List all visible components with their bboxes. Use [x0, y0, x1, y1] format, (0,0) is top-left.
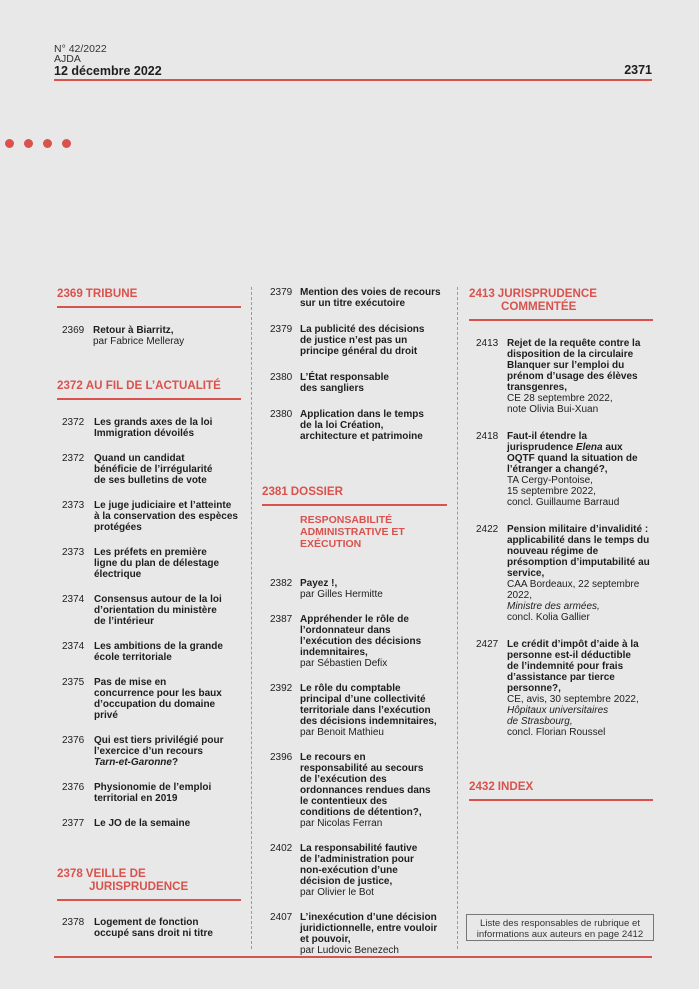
toc-entry[interactable]: [57, 500, 239, 533]
entry-author: par Ludovic Benezech: [300, 945, 399, 956]
toc-entry[interactable]: [57, 453, 224, 486]
entry-title: Les préfets en première ligne du plan de délestage électrique: [94, 547, 220, 580]
section-veille: [57, 867, 241, 901]
entry-page: 2402: [270, 843, 293, 854]
section-number: 2413: [469, 287, 495, 300]
entry-title: Faut-il étendre la jurisprudence: [507, 431, 588, 453]
entry-page: 2372: [62, 453, 85, 464]
entry-page: 2380: [270, 372, 293, 383]
toc-entry[interactable]: [57, 641, 224, 663]
decorative-dots: [5, 135, 81, 153]
entry-title: Logement de fonction occupé sans droit ni titre: [94, 917, 213, 939]
toc-entry[interactable]: [57, 594, 224, 627]
toc-entry[interactable]: [262, 912, 440, 956]
section-number: 2432: [469, 780, 495, 793]
entry-title-italic: Tarn-et-Garonne: [94, 757, 172, 768]
column-3: [469, 287, 653, 801]
entry-page: 2422: [476, 524, 499, 535]
entry-party: Ministre des armées,: [507, 601, 600, 612]
entry-page: 2374: [62, 641, 85, 652]
entry-page: 2373: [62, 500, 85, 511]
entry-title: Le recours en responsabilité au secours de l’exécution des ordonnances rendues dans le contentieux des conditions de détention?,: [300, 752, 431, 818]
entry-page: 2413: [476, 338, 499, 349]
toc-entry[interactable]: [57, 325, 241, 347]
entry-author: par Benoit Mathieu: [300, 727, 384, 738]
entry-title: Appréhender le rôle de l’ordonnateur dans l’exécution des décisions indemnitaires,: [300, 614, 422, 658]
section-title-line2: COMMENTÉE: [501, 300, 577, 313]
entry-title: L’État responsable des sangliers: [300, 372, 389, 394]
entry-author: note Olivia Bui-Xuan: [507, 404, 599, 415]
toc-entry[interactable]: [262, 683, 445, 738]
entry-title: Consensus autour de la loi d’orientation du ministère de l’intérieur: [94, 594, 222, 627]
entry-page: 2369: [62, 325, 85, 336]
entry-reference: CE 28 septembre 2022,: [507, 393, 613, 404]
entry-page: 2378: [62, 917, 85, 928]
entry-reference: CAA Bordeaux, 22 septembre 2022,: [507, 579, 640, 601]
dossier-subtitle: RESPONSABILITÉ ADMINISTRATIVE ET EXÉCUTION: [300, 514, 405, 550]
actualite-list: [57, 417, 241, 829]
dot-icon: [5, 139, 14, 148]
toc-entry[interactable]: [262, 372, 400, 394]
footer-rule: [54, 956, 652, 958]
entry-title: Mention des voies de recours sur un titre exécutoire: [300, 287, 441, 309]
entry-title: Quand un candidat bénéficie de l’irrégularité de ses bulletins de vote: [94, 453, 213, 486]
entry-title-end: ?: [171, 757, 179, 768]
entry-title: La publicité des décisions de justice n’est pas un principe général du droit: [300, 324, 425, 357]
entry-author: par Sébastien Defix: [300, 658, 388, 669]
toc-entry[interactable]: [469, 338, 645, 415]
entry-title: La responsabilité fautive de l’administration pour non-exécution d’une décision de justice,: [300, 843, 418, 887]
entry-reference-date: 15 septembre 2022,: [507, 486, 596, 497]
toc-entry[interactable]: [262, 843, 430, 898]
section-title: INDEX: [497, 780, 534, 793]
toc-entry[interactable]: [469, 524, 655, 623]
entry-author: par Olivier le Bot: [300, 887, 374, 898]
entry-author: concl. Kolia Gallier: [507, 612, 590, 623]
toc-entry[interactable]: [262, 324, 430, 357]
entry-title: Le juge judiciaire et l’atteinte à la conservation des espèces protégées: [94, 500, 238, 533]
entry-page: 2374: [62, 594, 85, 605]
page-number: 2371: [624, 63, 652, 77]
toc-entry[interactable]: [57, 818, 224, 829]
entry-page: 2407: [270, 912, 293, 923]
jurisprudence-list: [469, 338, 653, 738]
section-title-line2: JURISPRUDENCE: [89, 880, 189, 893]
column-separator: [457, 287, 458, 949]
entry-reference: CE, avis, 30 septembre 2022,: [507, 694, 639, 705]
dot-icon: [24, 139, 33, 148]
toc-entry[interactable]: [262, 614, 445, 669]
entry-title: Payez !,: [300, 578, 338, 589]
toc-entry[interactable]: [262, 287, 445, 309]
entry-page: 2379: [270, 324, 293, 335]
entry-page: 2379: [270, 287, 293, 298]
entry-title: Retour à Biarritz,: [93, 325, 174, 336]
dot-icon: [62, 139, 71, 148]
toc-entry[interactable]: [57, 547, 224, 580]
section-number: 2372: [57, 379, 83, 392]
entry-page: 2372: [62, 417, 85, 428]
entry-title: Pension militaire d’invalidité : applicabilité dans le temps du nouveau régime de présomption d’imputabilité au service,: [507, 524, 650, 579]
entry-title: Le crédit d’impôt d’aide à la personne est-il déductible de l’indemnité pour frais d’assistance par tierce personne?,: [507, 639, 639, 694]
section-actualite: [57, 379, 241, 400]
entry-author: concl. Guillaume Barraud: [507, 497, 620, 508]
authors-note: Liste des responsables de rubrique et informations aux auteurs en page 2412: [466, 914, 654, 941]
entry-title: Qui est tiers privilégié pour l’exercice d’un recours: [94, 735, 224, 757]
section-number: 2378: [57, 867, 83, 880]
entry-page: 2377: [62, 818, 85, 829]
entry-page: 2387: [270, 614, 293, 625]
section-title: VEILLE DE: [85, 867, 146, 880]
entry-author: par Fabrice Melleray: [93, 336, 185, 347]
entry-title: Rejet de la requête contre la disposition de la circulaire Blanquer sur l’emploi du prénom d’usage des élèves transgenres,: [507, 338, 641, 393]
entry-page: 2382: [270, 578, 293, 589]
toc-entry[interactable]: [57, 917, 234, 939]
toc-entry[interactable]: [262, 578, 445, 600]
section-title: JURISPRUDENCE: [497, 287, 598, 300]
entry-page: 2376: [62, 735, 85, 746]
entry-page: 2375: [62, 677, 85, 688]
section-title: TRIBUNE: [85, 287, 138, 300]
toc-entry[interactable]: [262, 409, 430, 442]
entry-party: Hôpitaux universitaires de Strasbourg,: [507, 705, 609, 727]
section-dossier: [262, 485, 447, 506]
entry-page: 2373: [62, 547, 85, 558]
toc-entry[interactable]: [57, 735, 224, 768]
toc-entry[interactable]: [57, 417, 224, 439]
toc-entry[interactable]: [57, 782, 224, 804]
entry-title: Application dans le temps de la loi Création, architecture et patrimoine: [300, 409, 424, 442]
header-rule: [54, 79, 652, 81]
toc-entry[interactable]: [57, 677, 224, 721]
entry-page: 2376: [62, 782, 85, 793]
column-2: [262, 287, 447, 956]
entry-title: Physionomie de l’emploi territorial en 2019: [94, 782, 212, 804]
entry-page: 2418: [476, 431, 499, 442]
toc-entry[interactable]: [469, 431, 647, 508]
entry-title: Le rôle du comptable principal d’une collectivité territoriale dans l’exécution des décisions indemnitaires,: [300, 683, 437, 727]
entry-page: 2396: [270, 752, 293, 763]
section-tribune: [57, 287, 241, 308]
journal-name: AJDA: [54, 53, 81, 65]
section-number: 2369: [57, 287, 83, 300]
section-title: AU FIL DE L’ACTUALITÉ: [85, 379, 221, 392]
section-jurisprudence: [469, 287, 653, 321]
column-1: [57, 287, 241, 939]
dot-icon: [43, 139, 52, 148]
entry-page: 2392: [270, 683, 293, 694]
entry-title: Le JO de la semaine: [94, 818, 191, 829]
issue-number: N° 42/2022: [54, 43, 107, 55]
section-number: 2381: [262, 485, 288, 498]
entry-page: 2380: [270, 409, 293, 420]
issue-date: 12 décembre 2022: [54, 64, 162, 78]
entry-title: Les ambitions de la grande école territoriale: [94, 641, 223, 663]
dossier-list: [262, 578, 447, 956]
entry-title: Les grands axes de la loi Immigration dévoilés: [94, 417, 213, 439]
entry-title-italic: Elena: [575, 442, 603, 453]
entry-author: par Nicolas Ferran: [300, 818, 383, 829]
entry-title: L’inexécution d’une décision juridictionnelle, entre vouloir et pouvoir,: [300, 912, 438, 945]
entry-reference: TA Cergy-Pontoise,: [507, 475, 593, 486]
toc-entry[interactable]: [469, 639, 645, 738]
entry-title-end: aux OQTF quand la situation de l’étranger a changé?,: [507, 442, 638, 475]
entry-title: Pas de mise en concurrence pour les baux d’occupation du domaine privé: [94, 677, 222, 721]
section-index: [469, 780, 653, 801]
entry-author: concl. Florian Roussel: [507, 727, 606, 738]
entry-page: 2427: [476, 639, 499, 650]
section-title: DOSSIER: [290, 485, 343, 498]
entry-author: par Gilles Hermitte: [300, 589, 383, 600]
column-separator: [251, 287, 252, 949]
toc-entry[interactable]: [262, 752, 435, 829]
